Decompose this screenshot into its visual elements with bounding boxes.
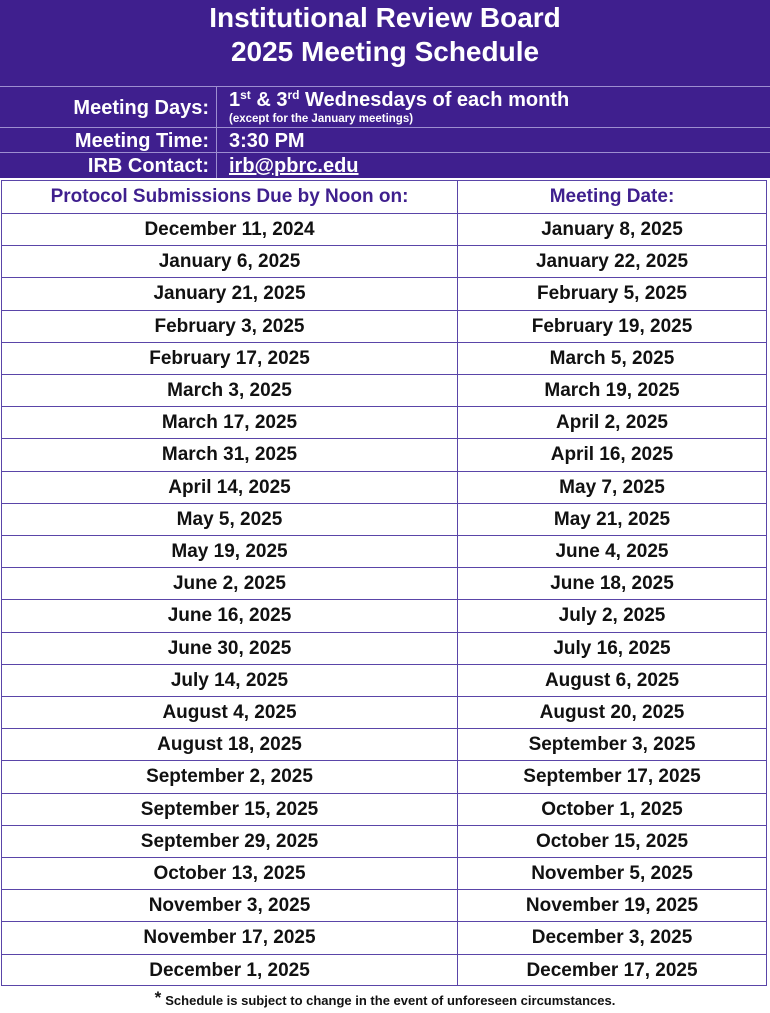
meeting-date: October 1, 2025 — [541, 798, 683, 820]
meeting-date: November 5, 2025 — [531, 863, 693, 884]
table-row — [2, 535, 766, 567]
submission-due-date: January 6, 2025 — [158, 251, 301, 273]
submission-due-date: February 17, 2025 — [149, 347, 310, 369]
table-row — [2, 954, 766, 986]
contact-email-link[interactable]: irb@pbrc.edu — [229, 155, 359, 177]
table-row — [2, 632, 766, 664]
table-header-row — [2, 181, 766, 213]
submission-due-date: June 2, 2025 — [172, 573, 287, 595]
meeting-date: September 17, 2025 — [523, 766, 701, 788]
table-row — [2, 503, 766, 535]
submission-due-date: April 14, 2025 — [168, 476, 291, 498]
table-row — [2, 374, 766, 406]
meeting-date: June 4, 2025 — [555, 541, 669, 562]
table-row — [2, 310, 766, 342]
header-banner — [0, 0, 770, 178]
submission-due-date: September 2, 2025 — [146, 766, 313, 788]
meeting-date: January 22, 2025 — [535, 251, 689, 273]
meeting-date: June 18, 2025 — [550, 573, 674, 595]
meeting-date: December 3, 2025 — [531, 927, 693, 949]
divider — [0, 86, 770, 87]
meeting-date: March 5, 2025 — [549, 347, 675, 369]
meeting-time-label: Meeting Time: — [74, 130, 209, 152]
table-row — [2, 728, 766, 760]
table-row — [2, 245, 766, 277]
footnote-asterisk: * — [154, 988, 162, 1007]
meeting-date: January 8, 2025 — [541, 219, 683, 240]
meeting-date: July 2, 2025 — [558, 605, 666, 627]
submission-due-date: November 17, 2025 — [143, 927, 316, 949]
meeting-date: April 2, 2025 — [556, 412, 668, 434]
meeting-time-value: 3:30 PM — [229, 130, 305, 152]
meeting-date: March 19, 2025 — [544, 380, 680, 401]
column-header-submissions: Protocol Submissions Due by Noon on: — [50, 186, 409, 207]
submission-due-date: February 3, 2025 — [154, 315, 305, 337]
divider — [0, 127, 770, 128]
table-row — [2, 471, 766, 503]
meeting-days-label: Meeting Days: — [73, 97, 209, 119]
submission-due-date: December 1, 2025 — [149, 959, 310, 981]
table-row — [2, 921, 766, 953]
submission-due-date: June 16, 2025 — [167, 605, 292, 627]
submission-due-date: October 13, 2025 — [153, 863, 306, 884]
table-row — [2, 277, 766, 309]
schedule-table — [1, 180, 767, 986]
submission-due-date: December 11, 2024 — [144, 219, 315, 240]
meeting-date: December 17, 2025 — [526, 959, 698, 981]
submission-due-date: March 31, 2025 — [161, 444, 298, 466]
meeting-date: May 21, 2025 — [553, 508, 671, 530]
table-row — [2, 406, 766, 438]
table-row — [2, 889, 766, 921]
table-row — [2, 438, 766, 470]
page-subtitle: 2025 Meeting Schedule — [230, 36, 540, 67]
submission-due-date: January 21, 2025 — [153, 283, 306, 305]
submission-due-date: March 17, 2025 — [161, 412, 298, 434]
meeting-date: September 3, 2025 — [528, 734, 696, 756]
submission-due-date: November 3, 2025 — [148, 895, 311, 917]
submission-due-date: May 19, 2025 — [171, 541, 288, 562]
meeting-date: April 16, 2025 — [550, 444, 674, 466]
meeting-date: February 19, 2025 — [531, 315, 693, 337]
submission-due-date: September 15, 2025 — [140, 798, 319, 820]
column-header-meeting-date: Meeting Date: — [549, 186, 675, 207]
table-row — [2, 760, 766, 792]
table-row — [2, 213, 766, 245]
meeting-days-note: (except for the January meetings) — [229, 113, 414, 125]
table-row — [2, 825, 766, 857]
meeting-date: August 6, 2025 — [544, 669, 680, 691]
submission-due-date: September 29, 2025 — [140, 830, 319, 852]
page-title: Institutional Review Board — [209, 2, 561, 33]
meeting-date: November 19, 2025 — [525, 895, 699, 917]
footnote — [0, 988, 770, 1008]
meeting-date: July 16, 2025 — [553, 637, 671, 659]
table-row — [2, 342, 766, 374]
submission-due-date: August 18, 2025 — [157, 734, 302, 756]
table-row — [2, 664, 766, 696]
meeting-date: February 5, 2025 — [537, 283, 687, 305]
contact-label: IRB Contact: — [87, 155, 209, 177]
submission-due-date: August 4, 2025 — [162, 702, 297, 723]
submission-due-date: July 14, 2025 — [170, 669, 289, 691]
meeting-date: August 20, 2025 — [539, 702, 685, 723]
meeting-date: October 15, 2025 — [535, 830, 689, 852]
table-row — [2, 696, 766, 728]
submission-due-date: May 5, 2025 — [176, 508, 283, 530]
submission-due-date: March 3, 2025 — [167, 380, 292, 401]
submission-due-date: June 30, 2025 — [167, 637, 292, 659]
table-row — [2, 857, 766, 889]
meeting-days-value: 1st & 3rd Wednesdays of each month — [229, 88, 570, 111]
table-row — [2, 599, 766, 631]
meeting-date: May 7, 2025 — [559, 476, 665, 498]
table-row — [2, 567, 766, 599]
table-row — [2, 793, 766, 825]
divider — [216, 86, 217, 178]
footnote-text: Schedule is subject to change in the event of unforeseen circumstances. — [165, 993, 616, 1008]
